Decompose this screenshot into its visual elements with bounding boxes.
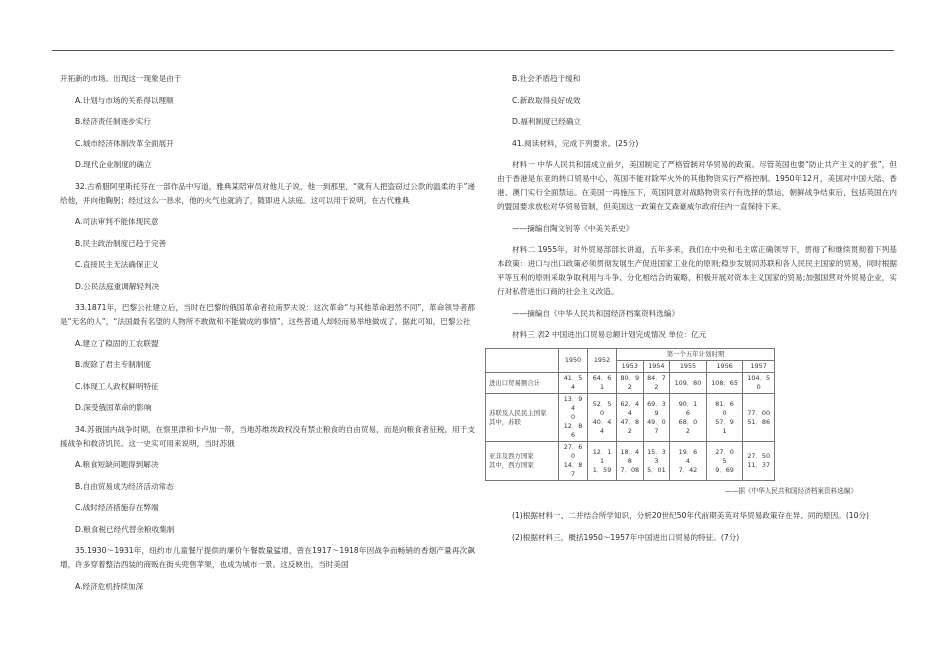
table-cell: 104．5 0: [743, 373, 775, 394]
q33-option-c: C.体现工人政权鲜明特征: [75, 381, 159, 391]
table-header-row-1: [486, 349, 775, 361]
table-cell: 52．5 0 40．4 4: [588, 394, 617, 442]
q35-option-a: A.经济危机持续加深: [75, 581, 144, 591]
material-2: 材料二 1955年，对外贸易部部长讲道，五年多来，我们在中央和毛主席正确领导下，贯彻了和继续贯彻着下列基本政策：进口与出口政策必须贯彻发展生产促进国家工业化的原则;稳步发展同苏联和各人民民主国家的贸易，同时根据平等互利的原则采取争取利用与斗争、分化相结合的策略，积极开展对资本主义国家的贸易;加强国营对外贸易企业，实行对私营进出口商的社会主义改造。: [497, 245, 897, 296]
q34-option-c: C.战时经济措施存在弊端: [75, 503, 159, 512]
table-corner-cell: [486, 349, 559, 373]
table-row: [486, 373, 775, 394]
material-1: 材料一 中华人民共和国成立前夕，美国制定了严格管制对华贸易的政策。尽管英国也要“防止共产主义的扩张”，但由于香港是东亚的转口贸易中心，英国不能对除军火外的其他物资实行严格控制。1950年12月，美国对中国大陆、香港、澳门实行全面禁运。在美国一再施压下，英国同意对战略物资实行有选择的禁运，朝鲜战争结束后，包括英国在内的盟国要求放松对华贸易管制，但美国这一政策在艾森豪威尔政府任内一直保持下来。: [497, 160, 897, 211]
q33-option-b: B.废除了君主专制制度: [75, 360, 151, 369]
table-header-year: 1956: [706, 361, 743, 373]
table-cell: 27．0 5 9．69: [706, 442, 743, 481]
left-column: [60, 72, 475, 601]
q32-option-b: B.民主政治制度已趋于完善: [75, 238, 167, 248]
intro-tail: 开拓新的市场。出现这一现象是由于: [60, 74, 182, 83]
q35-stem: 35.1930～1931年，纽约市儿童餐厅提供的廉价午餐数量猛增，曾在1917～1918年因战争而畅销的香烟产量再次飙增，许多穿着整洁西装的商贩在街头兜售苹果，也成为城市一景。这反映出，当时美国: [60, 546, 475, 569]
table-header-year: 1952: [588, 349, 617, 373]
q32-stem: 32.古希腊阿里斯托芬在一部作品中写道，雅典某陪审员对他儿子说，他一到那里，“就有人把盗窃过公款的温柔的手”递给他，并向他鞠躬；经过这么一恳求，他的火气也就消了，随即进入法庭。这可以用于说明，在古代雅典: [60, 181, 475, 205]
table-row: [486, 394, 775, 442]
table-cell: 19．6 4 7．42: [670, 442, 707, 481]
table-header-year: 1954: [643, 361, 670, 373]
table-cell: 80．9 2: [617, 373, 644, 394]
table-header-year: 1957: [743, 361, 775, 373]
q33-option-a: A.建立了稳固的工农联盟: [75, 338, 159, 348]
table-cell: 69．3 9 49．0 7: [643, 394, 670, 442]
q35-option-d: D.福利制度已经确立: [512, 117, 582, 126]
table-cell: 12．1 1 1．59: [588, 442, 617, 481]
table-cell: 62．4 4 47．8 2: [617, 394, 644, 442]
q31-option-b: B.经济责任制逐步实行: [75, 117, 151, 126]
table-cell: 41．5 4: [559, 373, 588, 394]
q33-option-d: D.深受俄国革命的影响: [75, 403, 152, 412]
table-cell: 27．6 0 14．8 7: [559, 442, 588, 481]
table-row-label: 进出口贸易额合计: [486, 373, 559, 394]
q34-stem: 34.苏俄国内战争时期，在察里津和卡卢加一带，当地苏维埃政权没有禁止粮食的自由贸易，而是向粮食者征税，用于支援战争和救济饥民。这一史实可用来说明，当时苏俄: [60, 424, 475, 448]
q31-option-a: A.计划与市场的关系得以理顺: [75, 95, 174, 105]
table-row-label: 亚非及西方国家 其中，西方国家: [486, 442, 559, 481]
table-cell: 90．1 6 68．0 2: [670, 394, 707, 442]
table-source: ——据《中华人民共和国经济档案资料选编》: [725, 487, 857, 495]
table-row-label: 苏联及人民民主国家 其中，苏联: [486, 394, 559, 442]
table-header-plan: 第一个五年计划时期: [617, 349, 775, 361]
q32-option-a: A.司法审判不能体现民意: [75, 217, 159, 226]
material-1-source: ——摘编自陶文钊等《中美关系史》: [512, 223, 634, 233]
q34-option-b: B.自由贸易成为经济活动常态: [75, 481, 174, 491]
table-cell: 18．4 8 7．08: [617, 442, 644, 481]
trade-table-wrapper: [485, 348, 897, 481]
table-cell: 108．65: [706, 373, 743, 394]
table-cell: 81．6 0 57．9 1: [706, 394, 743, 442]
table-cell: 13．9 4 0 12．8 6: [559, 394, 588, 442]
q35-option-b: B.社会矛盾趋于缓和: [512, 74, 581, 83]
table-cell: 84．7 2: [643, 373, 670, 394]
q33-stem: 33.1871年，巴黎公社建立后，当时在巴黎的俄国革命者拉甫罗夫说：这次革命“与其他革命迥然不同”，革命领导者都是“无名的人”，“法国最有名望的人物所不敢做和不能做成的事情”，这些普通人却轻而易举地做成了。据此可知，巴黎公社: [60, 303, 475, 326]
right-column: [489, 72, 897, 552]
table-cell: 77．00 51．86: [743, 394, 775, 442]
table-cell: 15．3 3 5．01: [643, 442, 670, 481]
table-body: [486, 373, 775, 481]
q34-option-d: D.粮食税已经代替余粮收集制: [75, 524, 175, 534]
q32-option-c: C.直接民主无法确保正义: [75, 260, 159, 269]
q41-intro: 41.阅读材料，完成下列要求。(25分): [512, 138, 639, 148]
q35-option-c: C.新政取得良好成效: [512, 95, 581, 105]
question-1: (1)根据材料一、二并结合所学知识，分析20世纪50年代前期美英对华贸易政策存在异、同的原因。(10分): [512, 511, 870, 520]
header-rule: [52, 50, 894, 51]
material-3-caption: 材料三 表2 中国进出口贸易总额计划完成情况 单位：亿元: [512, 330, 707, 339]
table-header-year: 1950: [559, 349, 588, 373]
q32-option-d: D.公民法庭重调解轻判决: [75, 281, 160, 291]
q34-option-a: A.粮食短缺问题得到解决: [75, 460, 159, 469]
q31-option-c: C.城市经济体制改革全面展开: [75, 138, 174, 148]
q31-option-d: D.现代企业制度的确立: [75, 160, 152, 169]
table-cell: 27．50 11．37: [743, 442, 775, 481]
table-cell: 109．80: [670, 373, 707, 394]
table-header-year: 1953: [617, 361, 644, 373]
material-2-source: ——摘编自《中华人民共和国经济档案资料选编》: [512, 308, 680, 318]
table-row: [486, 442, 775, 481]
question-2: (2)根据材料三，概括1950～1957年中国进出口贸易的特征。(7分): [512, 532, 740, 542]
table-cell: 64．6 1: [588, 373, 617, 394]
table-header-year: 1955: [670, 361, 707, 373]
trade-table: [485, 348, 775, 481]
